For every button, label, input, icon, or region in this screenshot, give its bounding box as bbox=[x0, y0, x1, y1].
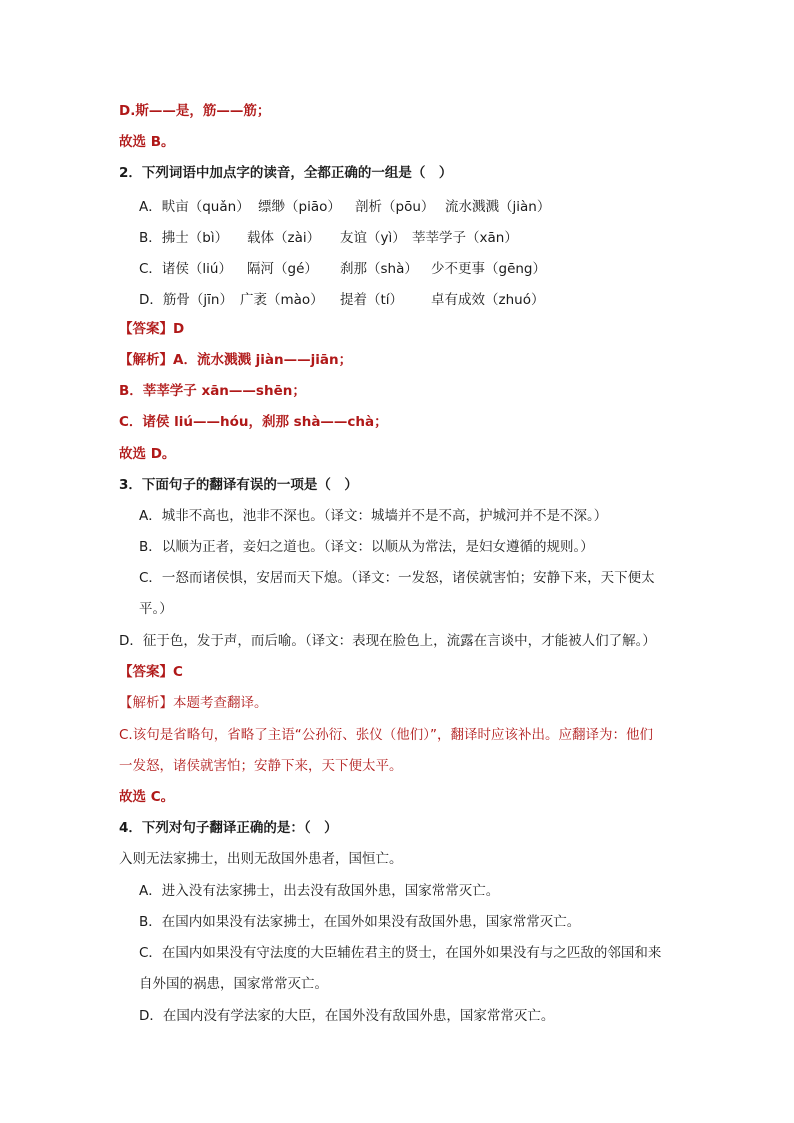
question-2-stem: 2．下列词语中加点字的读音，全都正确的一组是（ ） bbox=[119, 165, 453, 181]
analysis-line: C.该句是省略句，省略了主语“公孙衍、张仪（他们）”，翻译时应该补出。应翻译为：他们 bbox=[119, 727, 653, 743]
q2-option-a-3: 剖析（pōu） bbox=[355, 199, 435, 215]
q2-option-c-4: 少不更事（gēng） bbox=[431, 261, 547, 277]
q2-option-a-1: A．畎亩（quǎn） bbox=[139, 199, 250, 215]
q3-option-b: B．以顺为正者，妾妇之道也。（译文：以顺从为常法，是妇女遵循的规则。） bbox=[139, 539, 594, 555]
q2-option-c-2: 隔河（gé） bbox=[247, 261, 318, 277]
q3-option-d: D．征于色，发于声，而后喻。（译文：表现在脸色上，流露在言谈中，才能被人们了解。） bbox=[119, 633, 656, 649]
q4-sentence: 入则无法家拂士，出则无敌国外患者，国恒亡。 bbox=[119, 851, 403, 867]
q3-option-c-cont: 平。） bbox=[139, 601, 173, 617]
q2-option-a-2: 缥缈（piāo） bbox=[258, 199, 341, 215]
answer-label: 【答案】D bbox=[119, 321, 185, 337]
q2-option-b-4: 莘莘学子（xān） bbox=[412, 230, 518, 246]
analysis-line: B．莘莘学子 xān——shēn； bbox=[119, 383, 306, 399]
analysis-line: 【解析】A．流水溅溅 jiàn——jiān； bbox=[119, 352, 353, 368]
q2-option-d-1: D．筋骨（jīn） bbox=[139, 292, 233, 308]
answer-choice-line: 故选 B。 bbox=[119, 134, 175, 150]
q2-option-b-3: 友谊（yì） bbox=[340, 230, 406, 246]
answer-label: 【答案】C bbox=[119, 664, 183, 680]
question-4-stem: 4．下列对句子翻译正确的是：（ ） bbox=[119, 820, 338, 836]
q2-option-c-1: C．诸侯（liú） bbox=[139, 261, 232, 277]
q4-option-c: C．在国内如果没有守法度的大臣辅佐君主的贤士，在国外如果没有与之匹敌的邻国和来 bbox=[139, 945, 662, 961]
q2-option-a-4: 流水溅溅（jiàn） bbox=[445, 199, 551, 215]
q3-option-c: C．一怒而诸侯惧，安居而天下熄。（译文：一发怒，诸侯就害怕；安静下来，天下便太 bbox=[139, 570, 655, 586]
q4-option-d: D．在国内没有学法家的大臣，在国外没有敌国外患，国家常常灭亡。 bbox=[139, 1008, 555, 1024]
q4-option-b: B．在国内如果没有法家拂士，在国外如果没有敌国外患，国家常常灭亡。 bbox=[139, 914, 581, 930]
q2-option-d-3: 提着（tí） bbox=[340, 292, 404, 308]
analysis-line: 一发怒，诸侯就害怕；安静下来，天下便太平。 bbox=[119, 758, 403, 774]
q2-option-b-2: 载体（zài） bbox=[247, 230, 321, 246]
analysis-line: D.斯——是，筋——筋； bbox=[119, 103, 271, 119]
q4-option-c-cont: 自外国的祸患，国家常常灭亡。 bbox=[139, 976, 328, 992]
q2-option-b-1: B．拂士（bì） bbox=[139, 230, 229, 246]
q2-option-c-3: 刹那（shà） bbox=[340, 261, 418, 277]
question-3-stem: 3．下面句子的翻译有误的一项是（ ） bbox=[119, 477, 358, 493]
q4-option-a: A．进入没有法家拂士，出去没有敌国外患，国家常常灭亡。 bbox=[139, 883, 500, 899]
q3-option-a: A．城非不高也，池非不深也。（译文：城墙并不是不高，护城河并不是不深。） bbox=[139, 508, 608, 524]
q2-option-d-4: 卓有成效（zhuó） bbox=[431, 292, 545, 308]
answer-choice-line: 故选 C。 bbox=[119, 789, 175, 805]
analysis-line: C．诸侯 liú——hóu，刹那 shà——chà； bbox=[119, 414, 388, 430]
analysis-line: 【解析】本题考查翻译。 bbox=[119, 695, 268, 711]
q2-option-d-2: 广袤（mào） bbox=[240, 292, 324, 308]
answer-choice-line: 故选 D。 bbox=[119, 446, 176, 462]
